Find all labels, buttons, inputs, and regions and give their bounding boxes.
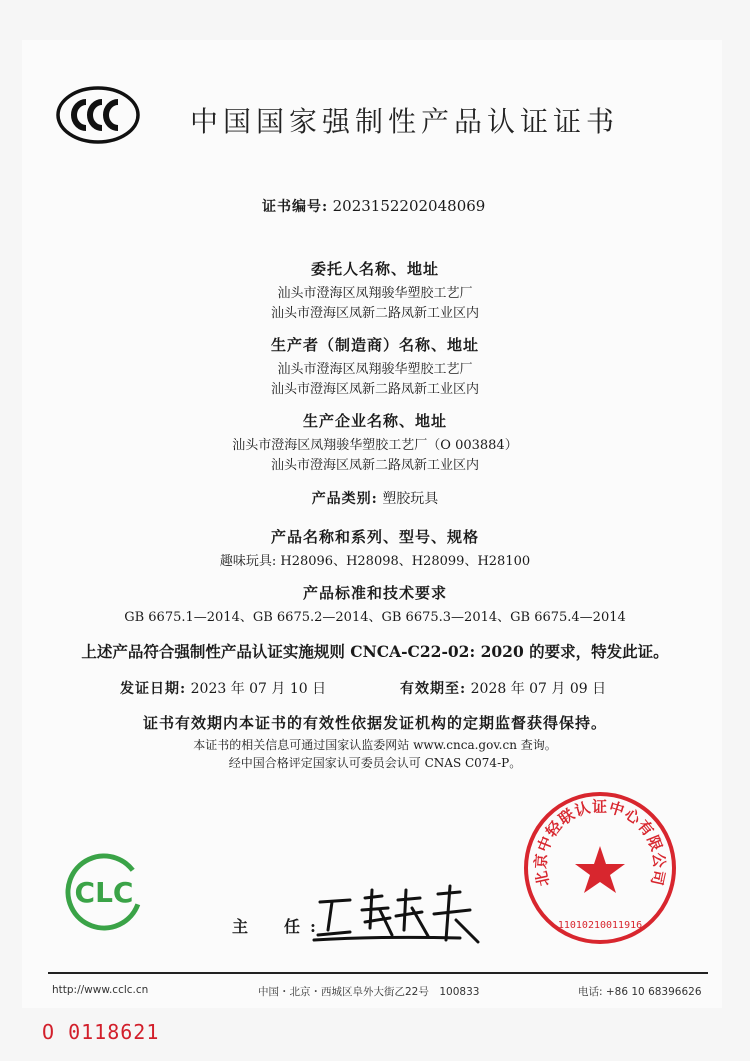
product-category xyxy=(0,488,750,508)
ccc-logo-icon xyxy=(56,86,140,144)
manufacturer-address: 汕头市澄海区凤新二路凤新工业区内 xyxy=(270,382,479,397)
footer-website: http://www.cclc.cn xyxy=(52,984,149,996)
cert-no-value: 2023152202048069 xyxy=(332,197,486,215)
footer-phone: 电话: +86 10 68396626 xyxy=(578,986,702,998)
standards-heading: 产品标准和技术要求 xyxy=(302,584,447,602)
expiry-date xyxy=(400,678,606,698)
factory-name: 汕头市澄海区凤翔骏华塑胶工艺厂（O 003884） xyxy=(232,438,518,453)
star-icon xyxy=(575,846,625,893)
product-models: 趣味玩具: H28096、H28098、H28099、H28100 xyxy=(219,554,531,569)
factory-heading: 生产企业名称、地址 xyxy=(302,412,447,430)
conformity-statement: 上述产品符合强制性产品认证实施规则 CNCA-C22-02: 2020 的要求，特发此证。 xyxy=(81,642,669,661)
certification-seal xyxy=(520,788,680,948)
expiry-date-label: 有效期至: xyxy=(400,681,467,697)
serial-number: O 0118621 xyxy=(42,1020,160,1044)
validity-note: 证书有效期内本证书的有效性依据发证机构的定期监督获得保持。 xyxy=(142,714,607,732)
accreditation-note: 经中国合格评定国家认可委员会认可 CNAS C074-P。 xyxy=(228,756,522,770)
category-label: 产品类别: xyxy=(311,491,378,507)
factory-address: 汕头市澄海区凤新二路凤新工业区内 xyxy=(270,458,479,473)
applicant-address: 汕头市澄海区凤新二路凤新工业区内 xyxy=(270,306,479,321)
expiry-date-value: 2028 年 07 月 09 日 xyxy=(470,681,607,697)
director-signature xyxy=(310,880,490,950)
clc-logo-icon xyxy=(62,852,146,932)
applicant-name: 汕头市澄海区凤翔骏华塑胶工艺厂 xyxy=(277,286,473,301)
issue-date-value: 2023 年 07 月 10 日 xyxy=(190,681,327,697)
seal-number: 1101021001191​6 xyxy=(557,920,643,931)
footer-address: 中国・北京・西城区阜外大街乙22号 100833 xyxy=(258,986,480,998)
applicant-heading: 委托人名称、地址 xyxy=(310,260,439,278)
cert-no-label: 证书编号: xyxy=(262,199,329,215)
seal-text: 北京中轻联认证中心有限公司 xyxy=(531,797,669,888)
clc-logo-text: CLC xyxy=(74,876,134,909)
issue-date xyxy=(120,678,326,698)
director-label: 主 任: xyxy=(232,917,326,936)
product-heading: 产品名称和系列、型号、规格 xyxy=(270,528,479,546)
certificate-title: 中国国家强制性产品认证证书 xyxy=(190,105,620,138)
issue-date-label: 发证日期: xyxy=(120,681,187,697)
standards-value: GB 6675.1—2014、GB 6675.2—2014、GB 6675.3—2014、GB 6675.4—2014 xyxy=(124,610,626,625)
info-note: 本证书的相关信息可通过国家认监委网站 www.cnca.gov.cn 查询。 xyxy=(193,738,557,752)
manufacturer-name: 汕头市澄海区凤翔骏华塑胶工艺厂 xyxy=(277,362,473,377)
manufacturer-heading: 生产者（制造商）名称、地址 xyxy=(270,336,479,354)
footer-divider xyxy=(48,972,708,974)
category-value: 塑胶玩具 xyxy=(382,491,439,507)
cert-no xyxy=(262,196,485,216)
